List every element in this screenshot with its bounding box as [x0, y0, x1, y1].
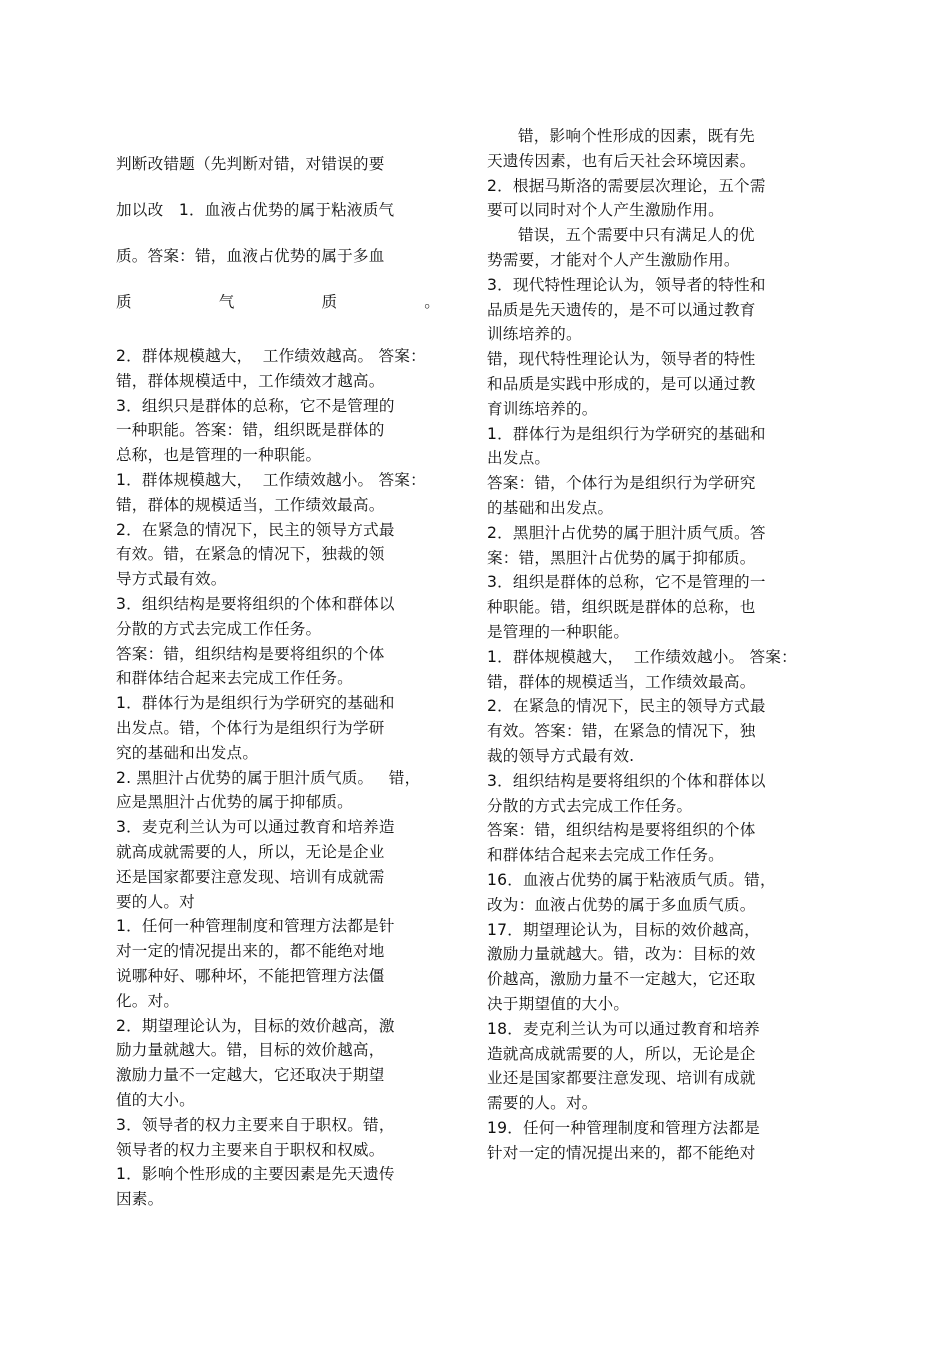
text-line: 的基础和出发点。: [487, 499, 614, 517]
spread-char: 质: [321, 293, 338, 311]
text-line: 和群体结合起来去完成工作任务。: [116, 669, 353, 688]
text-line: 裁的领导方式最有效.: [487, 747, 635, 765]
section-heading-line: 判断改错题（先判断对错，对错误的要: [116, 155, 385, 173]
text-line: 1．群体规模越大， 工作绩效越小。 答案：: [487, 647, 797, 666]
text-line: 错，现代特性理论认为，领导者的特性: [487, 350, 756, 369]
text-line: 3．领导者的权力主要来自于职权。错，: [116, 1115, 395, 1134]
text-line: 改为：血液占优势的属于多血质气质。: [487, 895, 756, 914]
text-line: 针对一定的情况提出来的，都不能绝对: [487, 1143, 756, 1162]
text-line: 就高成就需要的人，所以，无论是企业: [116, 843, 385, 861]
text-line: 3．组织是群体的总称，它不是管理的一: [487, 573, 766, 592]
text-line: 2．黑胆汁占优势的属于胆汁质气质。答: [487, 523, 766, 542]
text-line: 化。对。: [116, 991, 180, 1010]
text-line: 分散的方式去完成工作任务。: [116, 619, 322, 638]
text-line: 答案：错，组织结构是要将组织的个体: [487, 821, 756, 840]
text-line: 2．群体规模越大， 工作绩效越高。 答案：: [116, 347, 426, 365]
text-line: 18．麦克利兰认为可以通过教育和培养: [487, 1019, 760, 1038]
spread-char: 质: [116, 293, 132, 311]
text-line: 错误，五个需要中只有满足人的优: [487, 226, 755, 245]
text-line: 导方式最有效。: [116, 570, 227, 589]
text-line: 2．在紧急的情况下，民主的领导方式最: [487, 697, 766, 716]
text-line: 1．群体规模越大， 工作绩效越小。 答案：: [116, 471, 426, 489]
text-line: 价越高，激励力量不一定越大，它还取: [487, 970, 756, 989]
heading-continuation-line: 加以改 1．血液占优势的属于粘液质气: [116, 201, 395, 219]
text-line: 1．群体行为是组织行为学研究的基础和: [116, 694, 395, 713]
text-line: 说哪种好、哪种坏，不能把管理方法僵: [116, 967, 385, 985]
text-line: 领导者的权力主要来自于职权和权威。: [116, 1140, 385, 1159]
text-line: 有效。错，在紧急的情况下，独裁的领: [116, 545, 385, 564]
justified-answer-line: [116, 290, 440, 315]
spread-char: 气: [218, 293, 235, 311]
text-line: 错，群体的规模适当，工作绩效最高。: [116, 495, 385, 514]
text-line: 究的基础和出发点。: [116, 743, 259, 762]
text-line: 分散的方式去完成工作任务。: [487, 796, 693, 815]
text-line: 品质是先天遗传的，是不可以通过教育: [487, 300, 756, 319]
text-line: 要可以同时对个人产生激励作用。: [487, 201, 724, 220]
text-line: 决于期望值的大小。: [487, 995, 630, 1013]
text-line: 3．组织结构是要将组织的个体和群体以: [487, 771, 766, 790]
text-line: 案：错，黑胆汁占优势的属于抑郁质。: [487, 548, 756, 567]
text-line: 励力量就越大。错，目标的效价越高，: [116, 1041, 385, 1060]
text-line: 激励力量就越大。错，改为：目标的效: [487, 945, 756, 964]
text-line: 值的大小。: [116, 1091, 195, 1109]
text-line: 17．期望理论认为，目标的效价越高，: [487, 920, 760, 939]
text-line: 答案：错，组织结构是要将组织的个体: [116, 644, 385, 663]
text-line: 和群体结合起来去完成工作任务。: [487, 846, 724, 865]
text-line: 1．影响个性形成的主要因素是先天遗传: [116, 1165, 395, 1184]
text-line: 是管理的一种职能。: [487, 623, 630, 641]
answer-line: 质。答案：错，血液占优势的属于多血: [116, 247, 385, 265]
text-line: 2．期望理论认为，目标的效价越高，激: [116, 1016, 395, 1035]
text-line: 3．组织只是群体的总称，它不是管理的: [116, 396, 395, 415]
text-line: 2．根据马斯洛的需要层次理论，五个需: [487, 176, 766, 195]
text-line: 应是黑胆汁占优势的属于抑郁质。: [116, 793, 353, 812]
text-line: 错，群体的规模适当，工作绩效最高。: [487, 672, 756, 691]
text-line: 一种职能。答案：错，组织既是群体的: [116, 421, 385, 440]
text-line: 要的人。对: [116, 892, 195, 911]
text-line: 业还是国家都要注意发现、培训有成就: [487, 1069, 756, 1088]
text-line: 种职能。错，组织既是群体的总称，也: [487, 598, 756, 617]
text-line: 错，影响个性形成的因素，既有先: [487, 127, 755, 145]
text-line: 19．任何一种管理制度和管理方法都是: [487, 1119, 760, 1137]
text-line: 错，群体规模适中，工作绩效才越高。: [116, 371, 385, 390]
text-line: 总称，也是管理的一种职能。: [116, 446, 322, 465]
text-line: 3．现代特性理论认为，领导者的特性和: [487, 275, 766, 294]
text-line: 1．群体行为是组织行为学研究的基础和: [487, 424, 766, 443]
text-line: 2. 黑胆汁占优势的属于胆汁质气质。 错，: [116, 768, 421, 787]
text-line: 造就高成就需要的人，所以，无论是企: [487, 1044, 756, 1063]
text-line: 答案：错，个体行为是组织行为学研究: [487, 474, 756, 493]
text-line: 有效。答案：错，在紧急的情况下，独: [487, 722, 756, 741]
text-line: 天遗传因素，也有后天社会环境因素。: [487, 151, 756, 170]
text-line: 因素。: [116, 1190, 164, 1209]
text-line: 16．血液占优势的属于粘液质气质。错，: [487, 871, 776, 889]
text-line: 需要的人。对。: [487, 1094, 598, 1113]
text-line: 和品质是实践中形成的，是可以通过教: [487, 375, 756, 393]
text-line: 出发点。: [487, 449, 551, 468]
text-line: 2．在紧急的情况下，民主的领导方式最: [116, 520, 395, 539]
text-line: 激励力量不一定越大，它还取决于期望: [116, 1066, 385, 1085]
text-line: 对一定的情况提出来的，都不能绝对地: [116, 942, 385, 961]
text-line: 1．任何一种管理制度和管理方法都是针: [116, 917, 395, 936]
text-line: 出发点。错，个体行为是组织行为学研: [116, 719, 385, 737]
text-line: 势需要，才能对个人产生激励作用。: [487, 251, 740, 269]
text-line: 训练培养的。: [487, 325, 582, 344]
text-line: 还是国家都要注意发现、培训有成就需: [116, 867, 385, 886]
text-line: 3．组织结构是要将组织的个体和群体以: [116, 595, 395, 613]
text-line: 3．麦克利兰认为可以通过教育和培养造: [116, 818, 395, 837]
text-line: 育训练培养的。: [487, 399, 598, 418]
spread-char: 。: [424, 293, 440, 311]
